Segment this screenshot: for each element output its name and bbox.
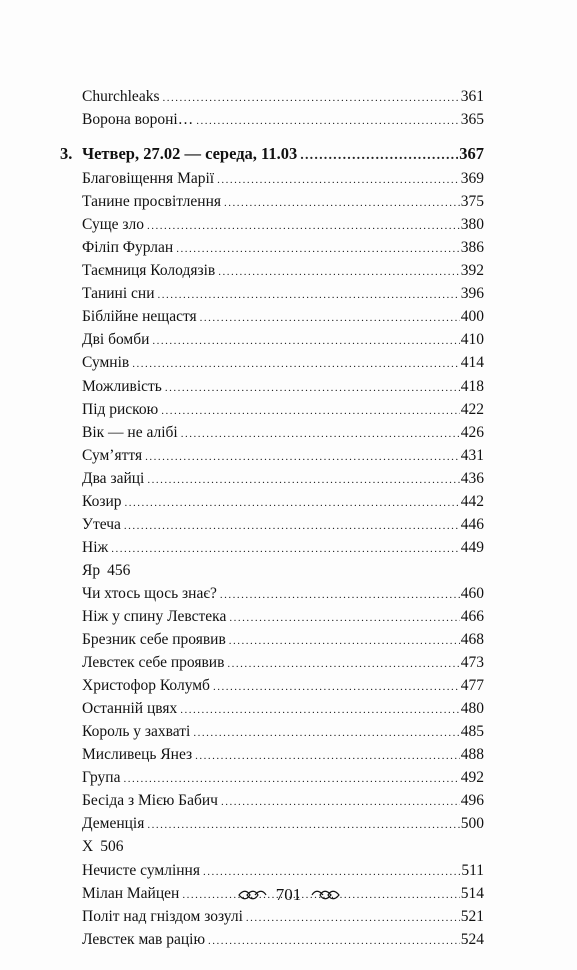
toc-entry-page: 514 (460, 884, 484, 902)
toc-entry-page: 521 (460, 907, 484, 925)
toc-entry-title: Чи хтось щось знає? (82, 584, 217, 602)
dot-leader (152, 336, 459, 347)
dot-leader (217, 175, 460, 186)
toc-entry-title: Ніж у спину Левстека (82, 607, 227, 625)
toc-entry (82, 562, 484, 585)
toc-entry-page: 524 (460, 930, 484, 948)
toc-entry-page: 480 (460, 700, 484, 718)
toc-entry (82, 838, 484, 861)
toc-entry-page: 449 (460, 538, 484, 556)
dot-leader (208, 936, 460, 947)
toc-entry (82, 262, 484, 285)
toc-entry (82, 193, 484, 216)
toc-entry-page: 460 (460, 584, 484, 602)
toc-entry (82, 654, 484, 677)
toc-entry (82, 539, 484, 562)
toc-entry-title: Ніж (82, 538, 109, 556)
toc-entry (82, 285, 484, 308)
toc-entry-page: 375 (460, 193, 484, 211)
toc-entry-title: Левстек себе проявив (82, 654, 225, 672)
toc-entry-title: Ворона вороні… (82, 111, 194, 129)
toc-entry (82, 424, 484, 447)
toc-entry (82, 700, 484, 723)
toc-entry (82, 862, 484, 885)
dot-leader (165, 383, 460, 394)
toc-entry-title: Козир (82, 492, 122, 510)
toc-entry (82, 792, 484, 815)
toc-entry (82, 331, 484, 354)
section-title: Четвер, 27.02 — середа, 11.03 (82, 144, 298, 164)
toc-entry-title: Політ над гніздом зозулі (82, 907, 243, 925)
toc-entry (82, 815, 484, 838)
toc-entry-title: Сум’яття (82, 446, 143, 464)
toc-entry (82, 88, 484, 111)
dot-leader (145, 452, 460, 463)
toc-entry-page: 361 (460, 88, 484, 105)
toc-entry-title: Король у захваті (82, 723, 191, 741)
toc-entry-page: 392 (460, 262, 484, 280)
dot-leader (246, 913, 460, 924)
toc-section-heading (60, 144, 484, 170)
toc-entry-title: Останній цвях (82, 700, 178, 718)
dot-leader (218, 267, 460, 278)
dot-leader (213, 682, 460, 693)
dot-leader (161, 406, 459, 417)
toc-entry-page: 496 (460, 792, 484, 810)
toc-entry-page: 422 (460, 400, 484, 418)
toc-entry-title: Благовіщення Марії (82, 170, 215, 188)
dot-leader (181, 429, 460, 440)
dot-leader (147, 820, 459, 831)
toc-entry-title: Левстек мав рацію (82, 930, 206, 948)
toc-entry-title: Мисливець Янез (82, 746, 193, 764)
toc-entry-title: Філіп Фурлан (82, 239, 174, 257)
toc-entry-page: 380 (460, 216, 484, 234)
toc-entry (82, 931, 484, 954)
toc-entry-page: 426 (460, 423, 484, 441)
page-footer (0, 884, 577, 905)
dot-leader (124, 521, 460, 532)
toc-entry-title: Танине просвітлення (82, 193, 222, 211)
toc-entry (82, 746, 484, 769)
toc-entry-page: 386 (460, 239, 484, 257)
toc-entry-title: Утеча (82, 515, 121, 533)
page-number: 701 (275, 885, 302, 905)
dot-leader (147, 475, 459, 486)
toc-entry-title: Х (82, 838, 94, 856)
toc-entry-title: Під рискою (82, 400, 159, 418)
toc-entry-page: 418 (460, 377, 484, 395)
toc-entry (82, 723, 484, 746)
dot-leader (180, 705, 459, 716)
toc-entry-page: 431 (460, 446, 484, 464)
toc-entry (82, 111, 484, 134)
toc-entry-page: 466 (460, 607, 484, 625)
dot-leader (195, 751, 460, 762)
toc-entry-page: 400 (460, 308, 484, 326)
dot-leader (132, 359, 460, 370)
dot-leader (227, 659, 459, 670)
toc-entry-title: Яр (82, 561, 101, 579)
toc-entry (82, 769, 484, 792)
dot-leader (111, 544, 460, 555)
toc-entry (82, 216, 484, 239)
toc-entry (82, 354, 484, 377)
toc-entry (82, 401, 484, 424)
toc-entry-title: Таємниця Колодязів (82, 262, 216, 280)
dot-leader (200, 313, 460, 324)
toc-entry-page: 396 (460, 285, 484, 303)
toc-entry-page: 511 (461, 861, 484, 879)
dot-leader (224, 198, 460, 209)
toc-entry-title: Бесіда з Мією Бабич (82, 792, 218, 810)
toc-entry (82, 908, 484, 931)
toc-entry (82, 516, 484, 539)
dot-leader (147, 221, 460, 232)
toc-entry (82, 631, 484, 654)
toc-entry-title: Мілан Майцен (82, 884, 180, 902)
toc-entry-page: 506 (100, 838, 124, 856)
toc-entry-page: 468 (460, 631, 484, 649)
dot-leader (124, 498, 459, 509)
toc-entry-title: Два зайці (82, 469, 145, 487)
section-number: 3. (60, 144, 73, 164)
toc-entry-title: Можливість (82, 377, 162, 395)
toc-entry-page: 436 (460, 469, 484, 487)
toc-entry-title: Churchleaks (82, 88, 160, 105)
table-of-contents (60, 88, 484, 954)
dot-leader (193, 728, 459, 739)
toc-entry (82, 239, 484, 262)
toc-entry (82, 378, 484, 401)
toc-entry-page: 500 (460, 815, 484, 833)
right-ornament-icon (311, 889, 341, 901)
toc-entry (82, 608, 484, 631)
toc-entry-title: Дві бомби (82, 331, 150, 349)
toc-entry (82, 493, 484, 516)
toc-entry (82, 470, 484, 493)
toc-entry-page: 365 (460, 111, 484, 129)
toc-entry-title: Вік — не алібі (82, 423, 178, 441)
dot-leader (220, 590, 460, 601)
toc-entry-title: Суще зло (82, 216, 144, 234)
toc-entry-title: Сумнів (82, 354, 130, 372)
dot-leader (203, 867, 460, 878)
left-ornament-icon (237, 889, 267, 901)
toc-entry-title: Група (82, 769, 121, 787)
toc-entry-title: Христофор Колумб (82, 677, 210, 695)
dot-leader (176, 244, 460, 255)
section-page: 367 (459, 144, 484, 164)
toc-entry-page: 473 (460, 654, 484, 672)
toc-entry-page: 456 (107, 561, 131, 579)
toc-entry-list (82, 170, 484, 954)
toc-entry (82, 677, 484, 700)
toc-entry-page: 414 (460, 354, 484, 372)
dot-leader (123, 774, 459, 785)
toc-entry (82, 585, 484, 608)
dot-leader (229, 636, 460, 647)
toc-entry-page: 492 (460, 769, 484, 787)
toc-entry-page: 477 (460, 677, 484, 695)
toc-entry-page: 442 (460, 492, 484, 510)
toc-entry-page: 485 (460, 723, 484, 741)
toc-entry (82, 447, 484, 470)
dot-leader (300, 149, 458, 163)
dot-leader (158, 290, 460, 301)
toc-entry-title: Брезник себе проявив (82, 631, 226, 649)
dot-leader (229, 613, 459, 624)
toc-entry-page: 488 (460, 746, 484, 764)
dot-leader (221, 797, 460, 808)
dot-leader (196, 116, 460, 127)
toc-entry-page: 446 (460, 515, 484, 533)
toc-entry-title: Деменція (82, 815, 145, 833)
dot-leader (162, 93, 459, 104)
toc-entry (82, 308, 484, 331)
toc-entry-title: Біблійне нещастя (82, 308, 197, 326)
toc-entry-title: Нечисте сумління (82, 861, 200, 879)
toc-entry (82, 170, 484, 193)
toc-entry-title: Танині сни (82, 285, 155, 303)
toc-entry-page: 410 (460, 331, 484, 349)
toc-entry-page: 369 (460, 170, 484, 188)
